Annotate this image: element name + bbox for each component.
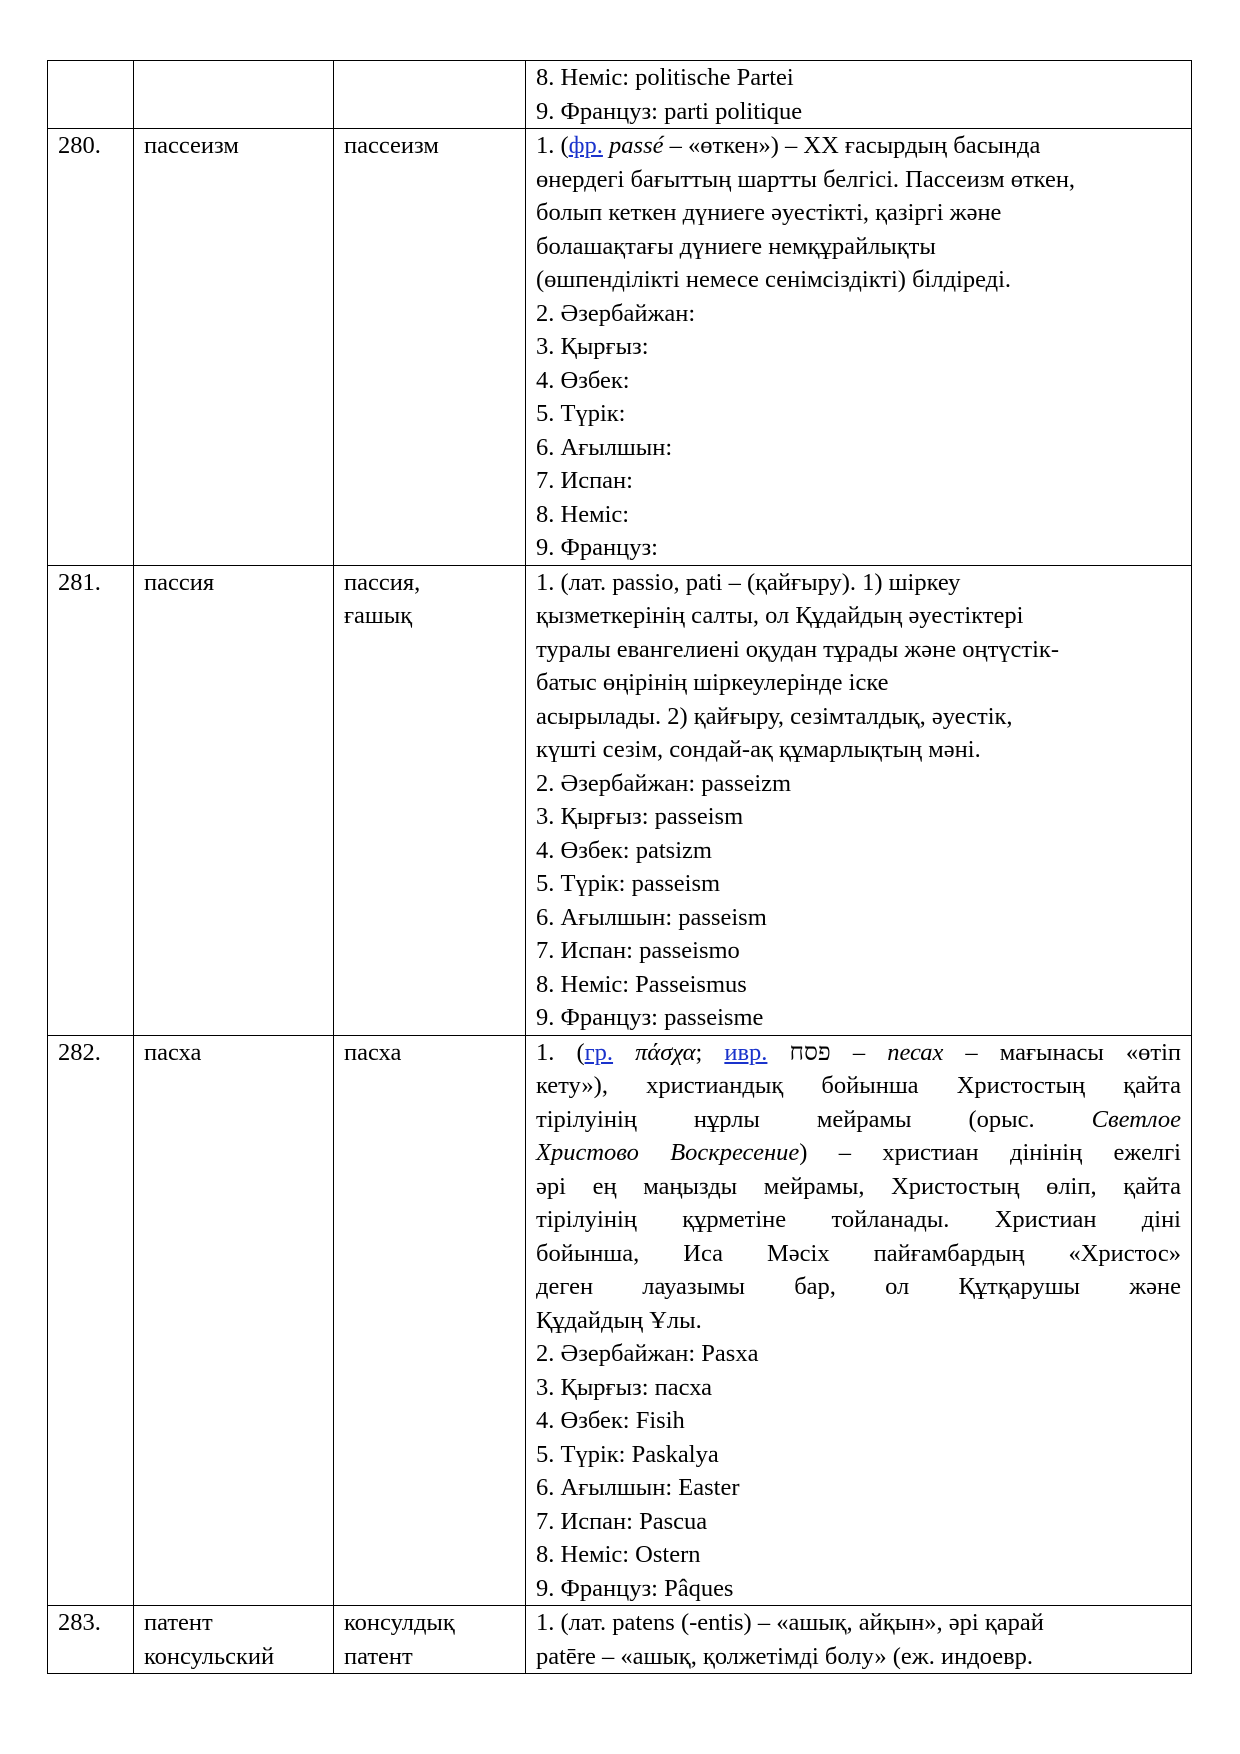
definition-line: Құдайдың Ұлы. <box>536 1306 702 1334</box>
kazakh-term-line: патент <box>344 1642 413 1670</box>
definition-line: 8. Неміс: politische Partei <box>536 64 794 91</box>
definition-line: 6. Ағылшын: Easter <box>536 1474 740 1501</box>
text: тірілуінің нұрлы мейрамы (орыс. <box>536 1105 1092 1133</box>
definition-line: 7. Испан: <box>536 467 633 494</box>
kazakh-term <box>334 1606 526 1674</box>
greek-link[interactable]: гр. <box>584 1038 614 1066</box>
dictionary-table <box>47 60 1192 1674</box>
definition-line: 1. (лат. patens (-entis) – «ашық, айқын», әрі қарай <box>536 1609 1044 1636</box>
russian-term: пассеизм <box>134 129 334 566</box>
text: ) – христиан дінінің ежелгі <box>799 1139 1181 1166</box>
definition-line: 5. Түрік: Paskalya <box>536 1440 719 1468</box>
italic-term: passé <box>609 132 664 159</box>
italic-term: Светлое <box>1091 1105 1181 1133</box>
definition-line <box>536 1036 1181 1070</box>
definition-line: 9. Француз: parti politique <box>536 97 803 125</box>
definition-line: 6. Ағылшын: passeism <box>536 903 767 931</box>
kazakh-term-line: пассия, <box>344 568 421 596</box>
french-link[interactable]: фр. <box>568 132 603 159</box>
definition-line: 8. Неміс: <box>536 500 630 528</box>
italic-term: песах <box>887 1038 944 1066</box>
table-row <box>48 1035 1192 1606</box>
kazakh-term <box>334 565 526 1035</box>
definition-line: 6. Ағылшын: <box>536 433 673 461</box>
text: 1. ( <box>536 132 569 159</box>
definition-line: 8. Неміс: Ostern <box>536 1541 701 1568</box>
entry-number: 281. <box>48 565 134 1035</box>
table-row <box>48 129 1192 566</box>
definition-line: 9. Француз: <box>536 534 658 561</box>
definition-line: 9. Француз: Pâques <box>536 1574 734 1602</box>
entry-number <box>48 61 134 129</box>
definition-line: 2. Әзербайжан: Pasxa <box>536 1340 759 1367</box>
definition-line: (өшпенділікті немесе сенімсіздікті) білдіреді. <box>536 266 1012 293</box>
definition-line: кету»), христиандық бойынша Христостың қайта <box>536 1072 1181 1099</box>
table-row <box>48 565 1192 1035</box>
definition-line: 7. Испан: passeismo <box>536 937 740 964</box>
definition-line: 4. Өзбек: <box>536 366 630 394</box>
definition-line: 3. Қырғыз: пасха <box>536 1373 713 1401</box>
definition <box>526 565 1192 1035</box>
definition-line <box>536 129 1181 163</box>
russian-term-line: патент <box>144 1609 213 1636</box>
definition-line: туралы евангелиені оқудан тұрады және оңтүстік- <box>536 635 1059 663</box>
text: – «өткен») – XX ғасырдың басында <box>663 132 1041 159</box>
russian-term <box>134 1606 334 1674</box>
definition-line: болып кеткен дүниеге әуестікті, қазіргі және <box>536 199 1002 226</box>
kazakh-term-line: консулдық <box>344 1609 455 1636</box>
definition-line: 3. Қырғыз: <box>536 333 649 360</box>
kazakh-term: пасха <box>334 1035 526 1606</box>
definition-line: болашақтағы дүниеге немқұрайлықты <box>536 232 936 260</box>
definition <box>526 61 1192 129</box>
definition-line: бойынша, Иса Мәсіх пайғамбардың «Христос» <box>536 1239 1181 1267</box>
definition-line: 7. Испан: Pascua <box>536 1507 708 1535</box>
definition-line: 4. Өзбек: Fisih <box>536 1407 685 1434</box>
definition-line: қызметкерінің салты, ол Құдайдың әуестіктері <box>536 602 1024 629</box>
definition-line: 9. Француз: passeisme <box>536 1004 764 1031</box>
table-row <box>48 61 1192 129</box>
definition-line: 5. Түрік: <box>536 400 626 427</box>
definition <box>526 1035 1192 1606</box>
text: – мағынасы «өтіп <box>943 1038 1181 1066</box>
text: – <box>852 1038 888 1066</box>
kazakh-term: пассеизм <box>334 129 526 566</box>
definition-line: 4. Өзбек: patsizm <box>536 836 712 864</box>
definition-line: деген лауазымы бар, ол Құтқарушы және <box>536 1273 1181 1300</box>
entry-number: 282. <box>48 1035 134 1606</box>
definition-line: 8. Неміс: Passeismus <box>536 970 747 998</box>
definition-line: 1. (лат. passio, pati – (қайғыру). 1) шіркеу <box>536 568 961 596</box>
definition <box>526 129 1192 566</box>
kazakh-term-line: ғашық <box>344 602 413 629</box>
entry-number: 280. <box>48 129 134 566</box>
italic-term: πάσχα <box>635 1038 696 1066</box>
table-row <box>48 1606 1192 1674</box>
russian-term: пасха <box>134 1035 334 1606</box>
definition-line: 5. Түрік: passeism <box>536 870 721 897</box>
definition-line <box>536 1103 1181 1137</box>
definition-line: өнердегі бағыттың шартты белгісі. Пассеизм өткен, <box>536 165 1076 193</box>
definition-line: patēre – «ашық, қолжетімді болу» (еж. индоевр. <box>536 1642 1034 1670</box>
entry-number: 283. <box>48 1606 134 1674</box>
russian-term <box>134 61 334 129</box>
russian-term-line: консульский <box>144 1642 275 1670</box>
italic-term: Христово Воскресение <box>536 1139 800 1166</box>
definition-line: 3. Қырғыз: passeism <box>536 803 744 830</box>
kazakh-term <box>334 61 526 129</box>
definition-line: күшті сезім, сондай-ақ құмарлықтың мәні. <box>536 736 981 763</box>
definition-line: асырылады. 2) қайғыру, сезімталдық, әуестік, <box>536 702 1013 730</box>
definition-line: тірілуінің құрметіне тойланады. Христиан діні <box>536 1206 1181 1233</box>
text: ; <box>695 1038 725 1066</box>
text: 1. ( <box>536 1038 585 1066</box>
definition-line: батыс өңірінің шіркеулерінде іске <box>536 669 889 696</box>
definition-line: 2. Әзербайжан: passeizm <box>536 769 792 797</box>
russian-term: пассия <box>134 565 334 1035</box>
definition <box>526 1606 1192 1674</box>
definition-line <box>536 1136 1181 1170</box>
definition-line: әрі ең маңызды мейрамы, Христостың өліп, қайта <box>536 1172 1181 1200</box>
definition-line: 2. Әзербайжан: <box>536 299 696 327</box>
hebrew-link[interactable]: ивр. <box>724 1038 768 1066</box>
hebrew-term: פסח <box>767 1038 853 1066</box>
